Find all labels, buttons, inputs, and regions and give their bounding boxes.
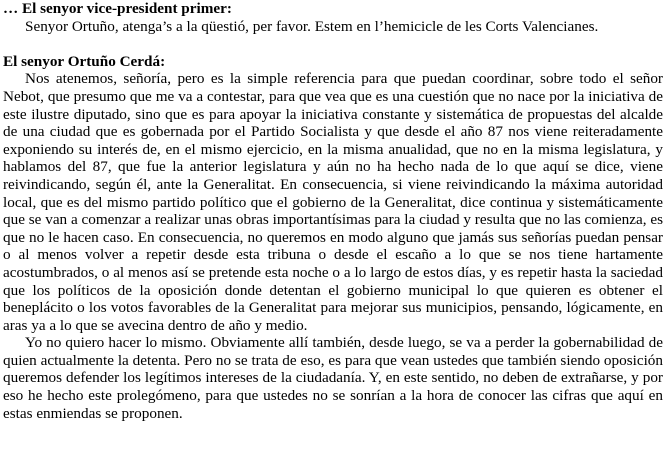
section-spacer: [3, 35, 663, 53]
speech-paragraph: Senyor Ortuño, atenga’s a la qüestió, per favor. Estem en l’hemicicle de les Corts Valencianes.: [25, 17, 599, 35]
speaker-heading: … El senyor vice-president primer:: [3, 0, 232, 17]
transcript-page: [3, 0, 663, 422]
speech-paragraph: Yo no quiero hacer lo mismo. Obviamente allí también, desde luego, se va a perder la gobernabilidad de quien actualmente la detenta. Pero no se trata de eso, es para que vean ustedes que también siendo oposición queremos defender los legítimos intereses de la ciudadanía. Y, en este sentido, no deben de extrañarse, y por eso he hecho este prolegómeno, para que ustedes no se sonrían a la hora de conocer las cifras que aquí en estas enmiendas se proponen.: [3, 334, 663, 422]
speech-paragraph: Nos atenemos, señoría, pero es la simple referencia para que puedan coordinar, sobre todo el señor Nebot, que presumo que me va a contestar, para que vea que es una cuestión que no nace por la iniciativa de este ilustre diputado, sino que es para apoyar la iniciativa constante y sistemática de propuestas del alcalde de una ciudad que es gobernada por el Partido Socialista y que desde el año 87 nos viene reiteradamente exponiendo su interés de, en el mismo ejercicio, en la misma anualidad, que no en la misma legislatura, y hablamos del 87, que fue la anterior legislatura y aún no ha hecho nada de lo que aquí se dice, viene reivindicando, según él, ante la Generalitat. En consecuencia, si viene reivindicando la máxima autoridad local, que es del mismo partido político que el gobierno de la Generalitat, dice continua y sistemáticamente que se van a comenzar a realizar unas obras importantísimas para la ciudad y resulta que no las comienza, es que no le hacen caso. En consecuencia, no queremos en modo alguno que jamás sus señorías puedan pensar o al menos volver a repetir desde esta tribuna o desde el escaño a lo que se nos tiene hartamente acostumbrados, o al menos así se pretende esta noche o a lo largo de estos días, y es repetir hasta la saciedad que los políticos de la oposición donde detentan el gobierno municipal lo que quieren es obtener el beneplácito o los votos favorables de la Generalitat para mejorar sus municipios, pensando, lógicamente, en aras ya a lo que se avecina dentro de año y medio.: [3, 70, 663, 334]
speaker-heading: El senyor Ortuño Cerdá:: [3, 52, 166, 70]
